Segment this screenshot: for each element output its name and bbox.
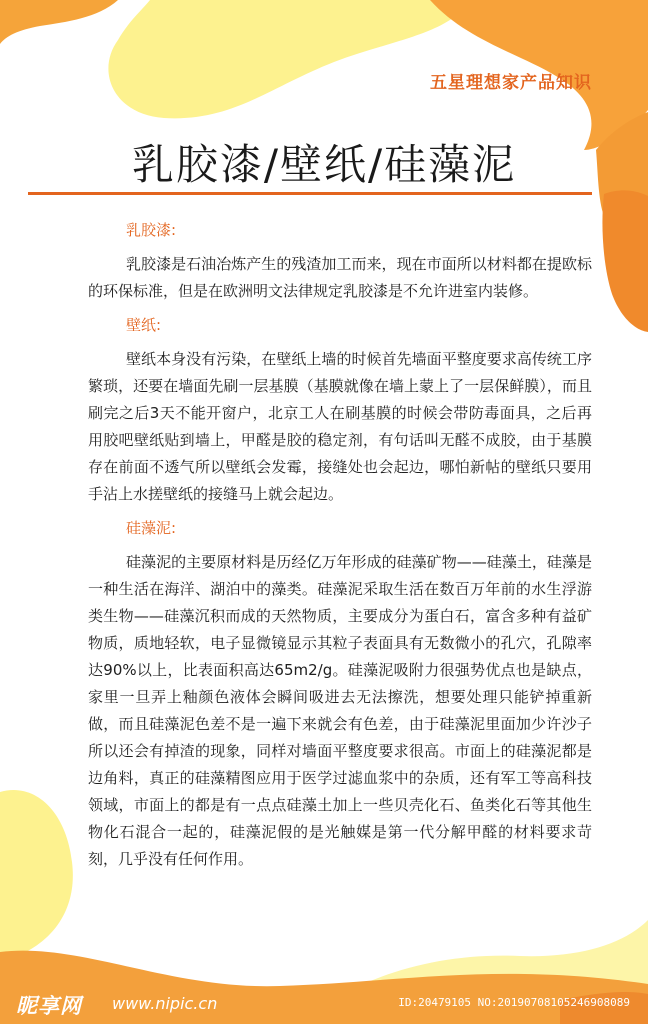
article-body [88,219,592,882]
watermark-logo: 昵享网 [16,994,82,1018]
brand-label: 五星理想家产品知识 [430,73,592,93]
section-diatom-mud [88,517,592,873]
section-heading: 硅藻泥: [126,519,177,537]
watermark-url: www.nipic.cn [112,994,218,1013]
section-heading: 乳胶漆: [126,221,177,239]
page-title: 乳胶漆/壁纸/硅藻泥 [131,140,517,189]
watermark-bar [0,988,648,1024]
title-underline [28,192,592,195]
section-wallpaper [88,314,592,508]
watermark-id: ID:20479105 NO:20190708105246908089 [398,996,630,1009]
section-paragraph: 乳胶漆是石油冶炼产生的残渣加工而来，现在市面所以材料都在提欧标的环保标准，但是在欧洲明文法律规定乳胶漆是不允许进室内装修。 [88,255,592,300]
section-paragraph: 硅藻泥的主要原材料是历经亿万年形成的硅藻矿物——硅藻土，硅藻是一种生活在海洋、湖泊中的藻类。硅藻泥采取生活在数百万年前的水生浮游类生物——硅藻沉积而成的天然物质，主要成分为蛋白石，富含多种有益矿物质，质地轻软，电子显微镜显示其粒子表面具有无数微小的孔穴，孔隙率达90%以上，比表面积高达65m2/g。硅藻泥吸附力很强势优点也是缺点，家里一旦弄上釉颜色液体会瞬间吸进去无法擦洗，想要处理只能铲掉重新做，而且硅藻泥色差不是一遍下来就会有色差，由于硅藻泥里面加少许沙子所以还会有掉渣的现象，同样对墙面平整度要求很高。市面上的硅藻泥都是边角料，真正的硅藻精图应用于医学过滤血浆中的杂质，还有军工等高科技领域，市面上的都是有一点点硅藻土加上一些贝壳化石、鱼类化石等其他生物化石混合一起的，硅藻泥假的是光触媒是第一代分解甲醛的材料要求苛刻，几乎没有任何作用。 [88,553,592,868]
section-paragraph: 壁纸本身没有污染，在壁纸上墙的时候首先墙面平整度要求高传统工序繁琐，还要在墙面先刷一层基膜（基膜就像在墙上蒙上了一层保鲜膜），而且刷完之后3天不能开窗户，北京工人在刷基膜的时候会带防毒面具，之后再用胶吧壁纸贴到墙上，甲醛是胶的稳定剂，有句话叫无醛不成胶，由于基膜存在前面不透气所以壁纸会发霉，接缝处也会起边，哪怕新帖的壁纸只要用手沾上水搓壁纸的接缝马上就会起边。 [88,350,592,503]
section-latex-paint [88,219,592,305]
section-heading: 壁纸: [126,316,162,334]
